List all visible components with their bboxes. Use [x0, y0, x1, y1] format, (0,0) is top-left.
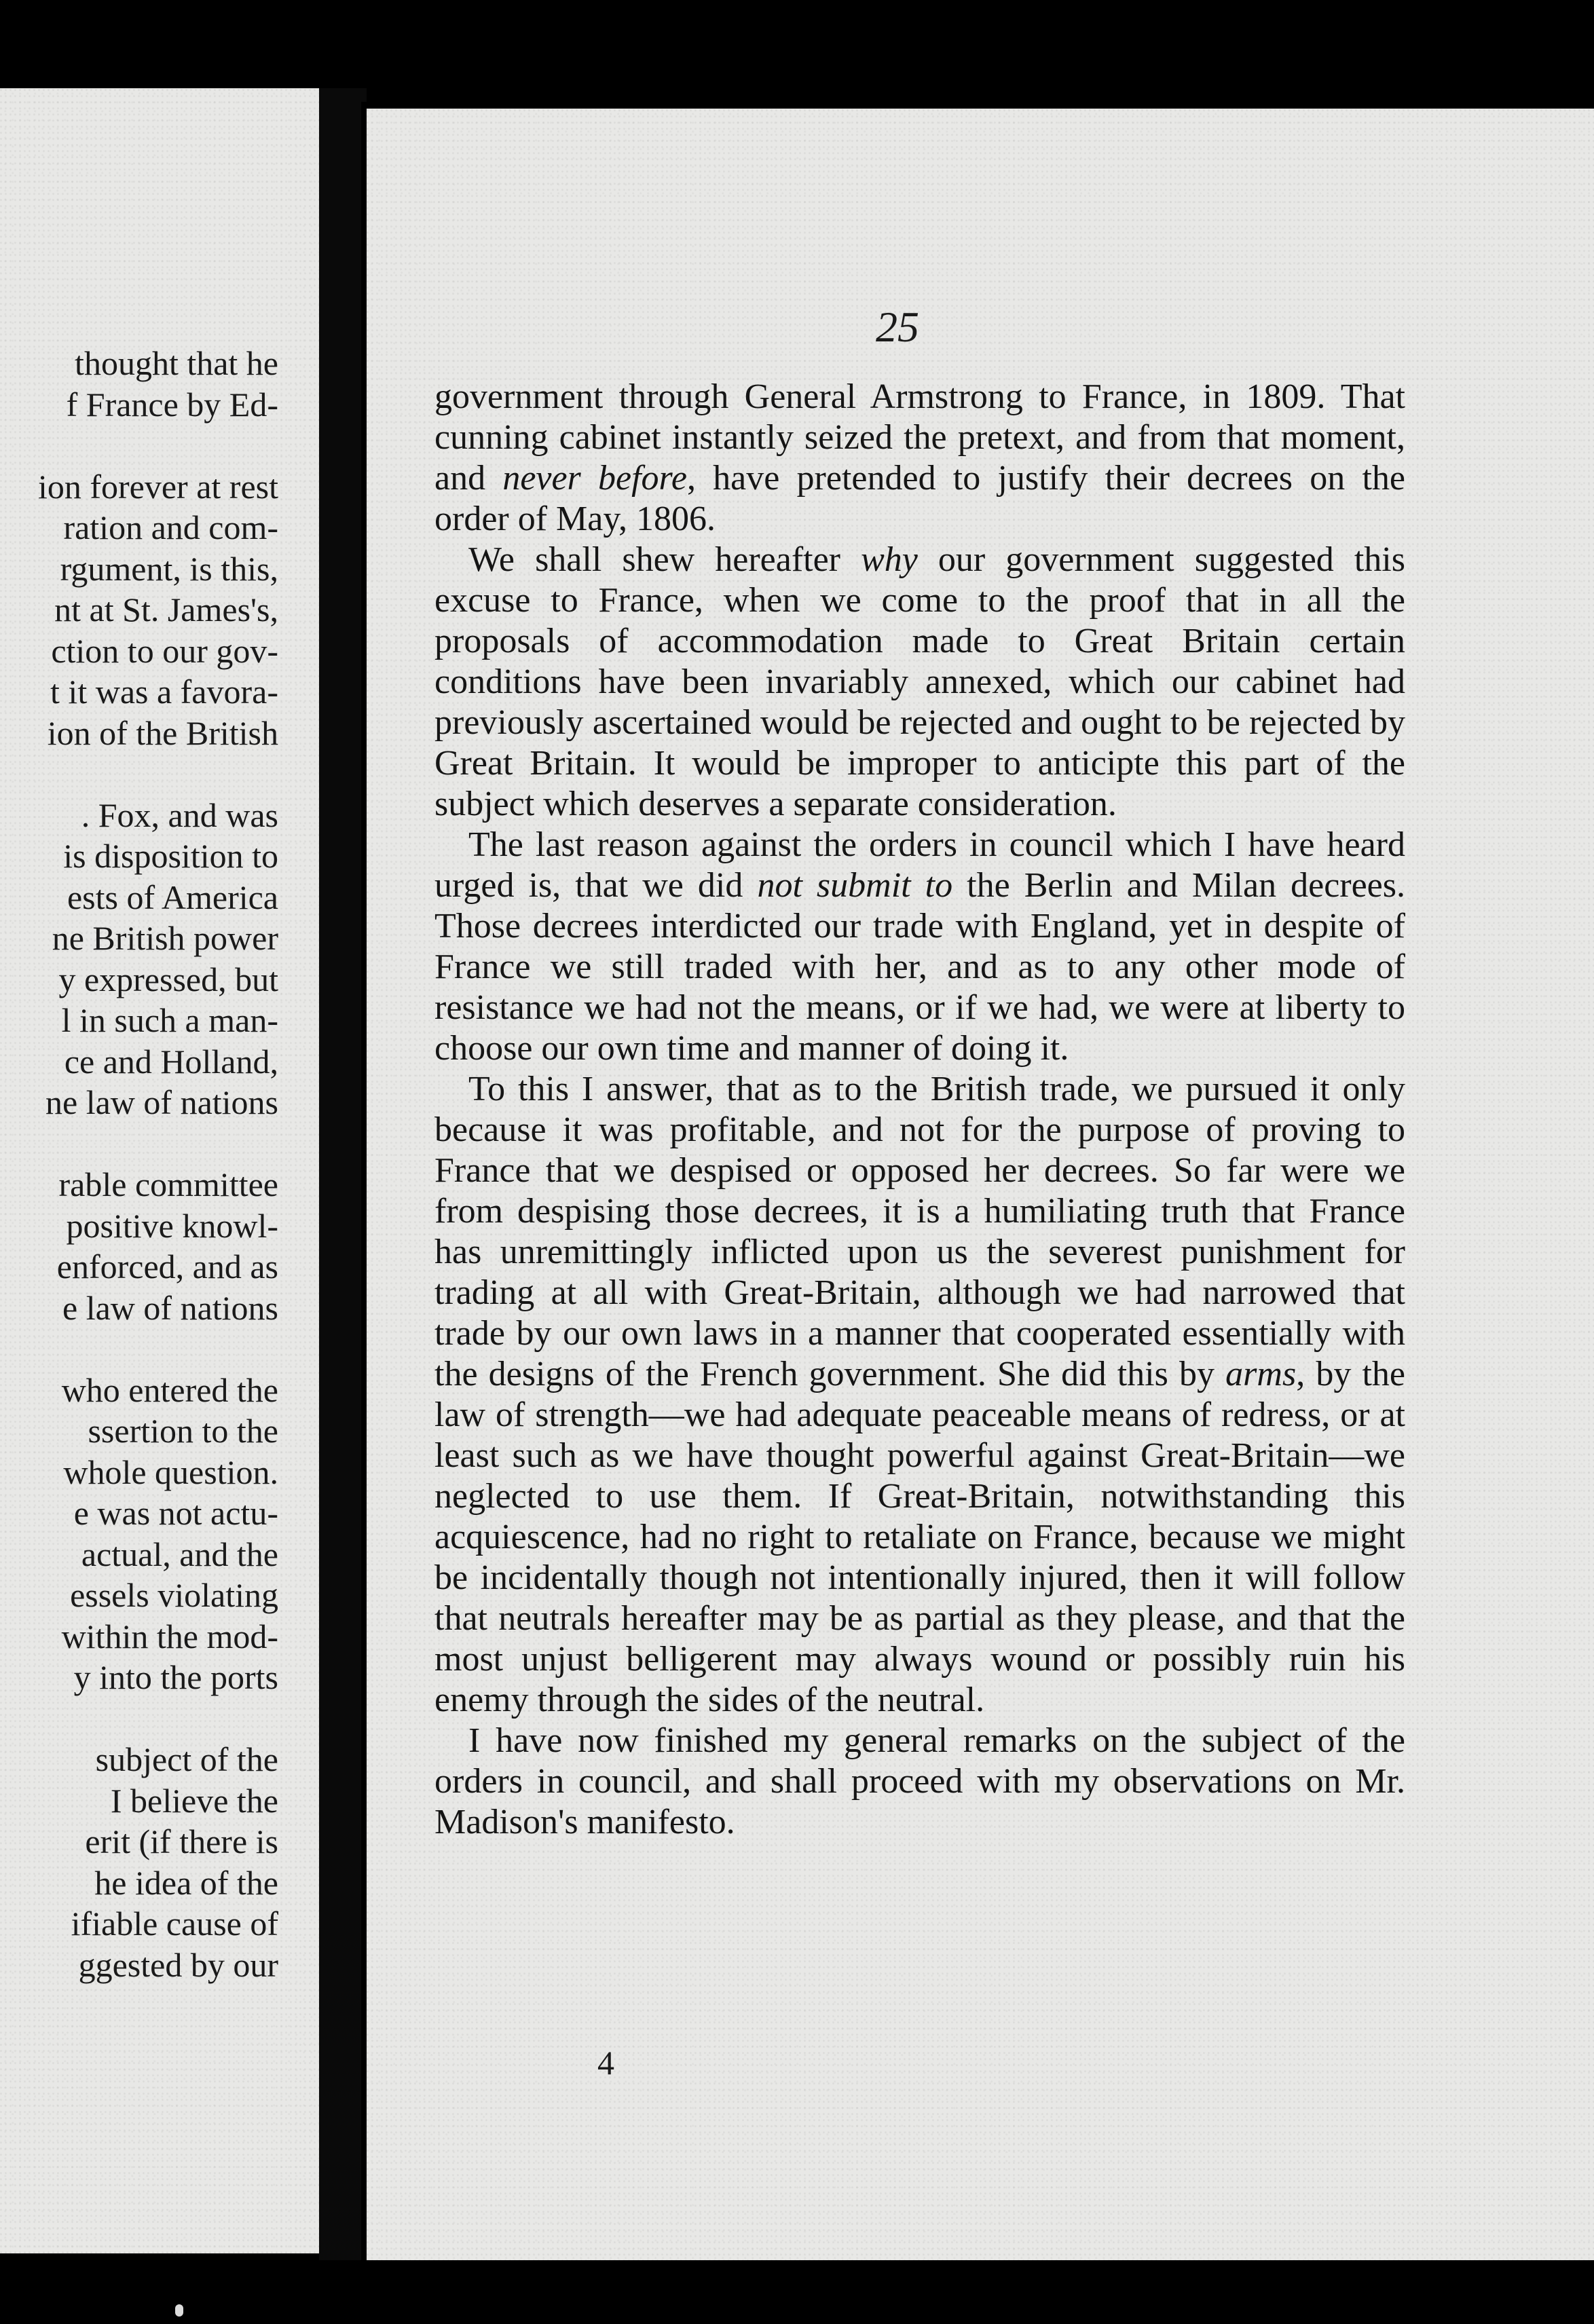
- left-page-line: ssertion to the: [88, 1412, 278, 1450]
- left-page-line: y into the ports: [73, 1658, 278, 1696]
- left-page-line: ne law of nations: [45, 1083, 278, 1121]
- italic-text: never before: [502, 459, 687, 498]
- left-page-line: ne British power: [52, 919, 278, 957]
- left-page-line: f France by Ed-: [66, 385, 278, 424]
- left-page-line: he idea of the: [94, 1863, 278, 1902]
- left-page-line: whole question.: [63, 1452, 278, 1491]
- left-page-line: ion of the British: [47, 713, 278, 752]
- left-page-line: ce and Holland,: [64, 1042, 278, 1081]
- paragraph: [434, 377, 1405, 540]
- text-run: government through General Armstrong to France, in 1809. That cunning cabinet instantly seized the pretext, and from that moment, and: [434, 377, 1405, 498]
- left-page-line: ion forever at rest: [37, 467, 278, 506]
- text-run: I have now finished my general remarks on the subject of the orders in council, and shall proceed with my observations on Mr. Madison's manifesto.: [434, 1721, 1405, 1841]
- text-run: To this I answer, that as to the British trade, we pursued it only because it was profitable, and not for the purpose of proving to France that we despised or opposed her decrees. So far were we from despising those decrees, it is a humiliating truth that France has unremittingly inflicted upon us the severest punishment for trading at all with Great-Britain, although we had narrowed that trade by our own laws in a manner that cooperated essentially with the designs of the French government. She did this by: [434, 1070, 1405, 1393]
- left-page-line: ests of America: [67, 878, 278, 916]
- left-page-line: t it was a favora-: [50, 673, 278, 711]
- text-run: the Berlin and Milan decrees. Those decrees interdicted our trade with England, yet in despite of France we still traded with her, and as to any other mode of resistance we had not the means, or if we had, we were at liberty to choose our own time and manner of doing it.: [434, 866, 1406, 1068]
- scan-artifact: [175, 2304, 183, 2317]
- text-run: our government suggested this excuse to France, when we come to the proof that in all the proposals of accommodation made to Great Britain certain conditions have been invariably annexed, which our cabinet had previously ascertained would be rejected and ought to be rejected by Great Britain. It would be improper to anticipte this part of the subject which deserves a separate consideration.: [434, 540, 1405, 823]
- left-page-line: actual, and the: [81, 1535, 278, 1573]
- page-number: 25: [876, 303, 919, 351]
- left-page-line: y expressed, but: [58, 960, 278, 998]
- left-page-line: erit (if there is: [85, 1822, 278, 1860]
- paragraph: [434, 1069, 1405, 1721]
- left-page-line: I believe the: [110, 1781, 278, 1820]
- italic-text: arms: [1225, 1355, 1297, 1393]
- left-page-line: e was not actu-: [73, 1494, 278, 1532]
- left-page-line: positive knowl-: [66, 1206, 278, 1245]
- left-page-line: rgument, is this,: [60, 549, 278, 588]
- left-page-line: is disposition to: [63, 837, 278, 875]
- left-page-line: e law of nations: [62, 1288, 278, 1327]
- left-page-line: nt at St. James's,: [54, 591, 278, 629]
- left-page-line: ggested by our: [78, 1945, 278, 1984]
- left-page-line: within the mod-: [61, 1617, 278, 1655]
- page-body-text: [434, 377, 1405, 1843]
- signature-mark: 4: [597, 2044, 614, 2082]
- paragraph: [434, 540, 1405, 825]
- left-page-line: essels violating: [70, 1576, 278, 1614]
- paragraph: [434, 825, 1405, 1069]
- left-page-line: subject of the: [95, 1740, 278, 1778]
- left-page-line: l in such a man-: [61, 1001, 278, 1039]
- left-page-line: thought that he: [75, 344, 278, 382]
- left-page-line: . Fox, and was: [81, 795, 278, 834]
- paragraph: [434, 1721, 1405, 1843]
- left-page-line: rable committee: [58, 1165, 278, 1203]
- left-page-line: who entered the: [61, 1370, 278, 1409]
- text-run: , have pretended to justify their decrees on the order of May, 1806.: [434, 459, 1405, 538]
- left-page-line: ifiable cause of: [71, 1905, 278, 1943]
- left-page-line: ration and com-: [63, 508, 278, 546]
- text-run: , by the law of strength—we had adequate peaceable means of redress, or at least such as we have thought powerful against Great-Britain—we neglected to use them. If Great-Britain, notwithstanding this acquiescence, had no right to retaliate on France, because we might be incidentally though not intentionally injured, then it will follow that neutrals hereafter may be as partial as they please, and that the most unjust belligerent may always wound or possibly ruin his enemy through the sides of the neutral.: [434, 1355, 1406, 1719]
- italic-text: why: [861, 540, 918, 579]
- left-page-line: ction to our gov-: [51, 631, 278, 670]
- italic-text: not submit to: [757, 866, 953, 905]
- left-page-line: enforced, and as: [56, 1248, 278, 1286]
- text-run: The last reason against the orders in council which I have heard urged is, that we did: [434, 825, 1405, 905]
- text-run: We shall shew hereafter: [468, 540, 861, 579]
- book-spine-shadow: [319, 88, 367, 2260]
